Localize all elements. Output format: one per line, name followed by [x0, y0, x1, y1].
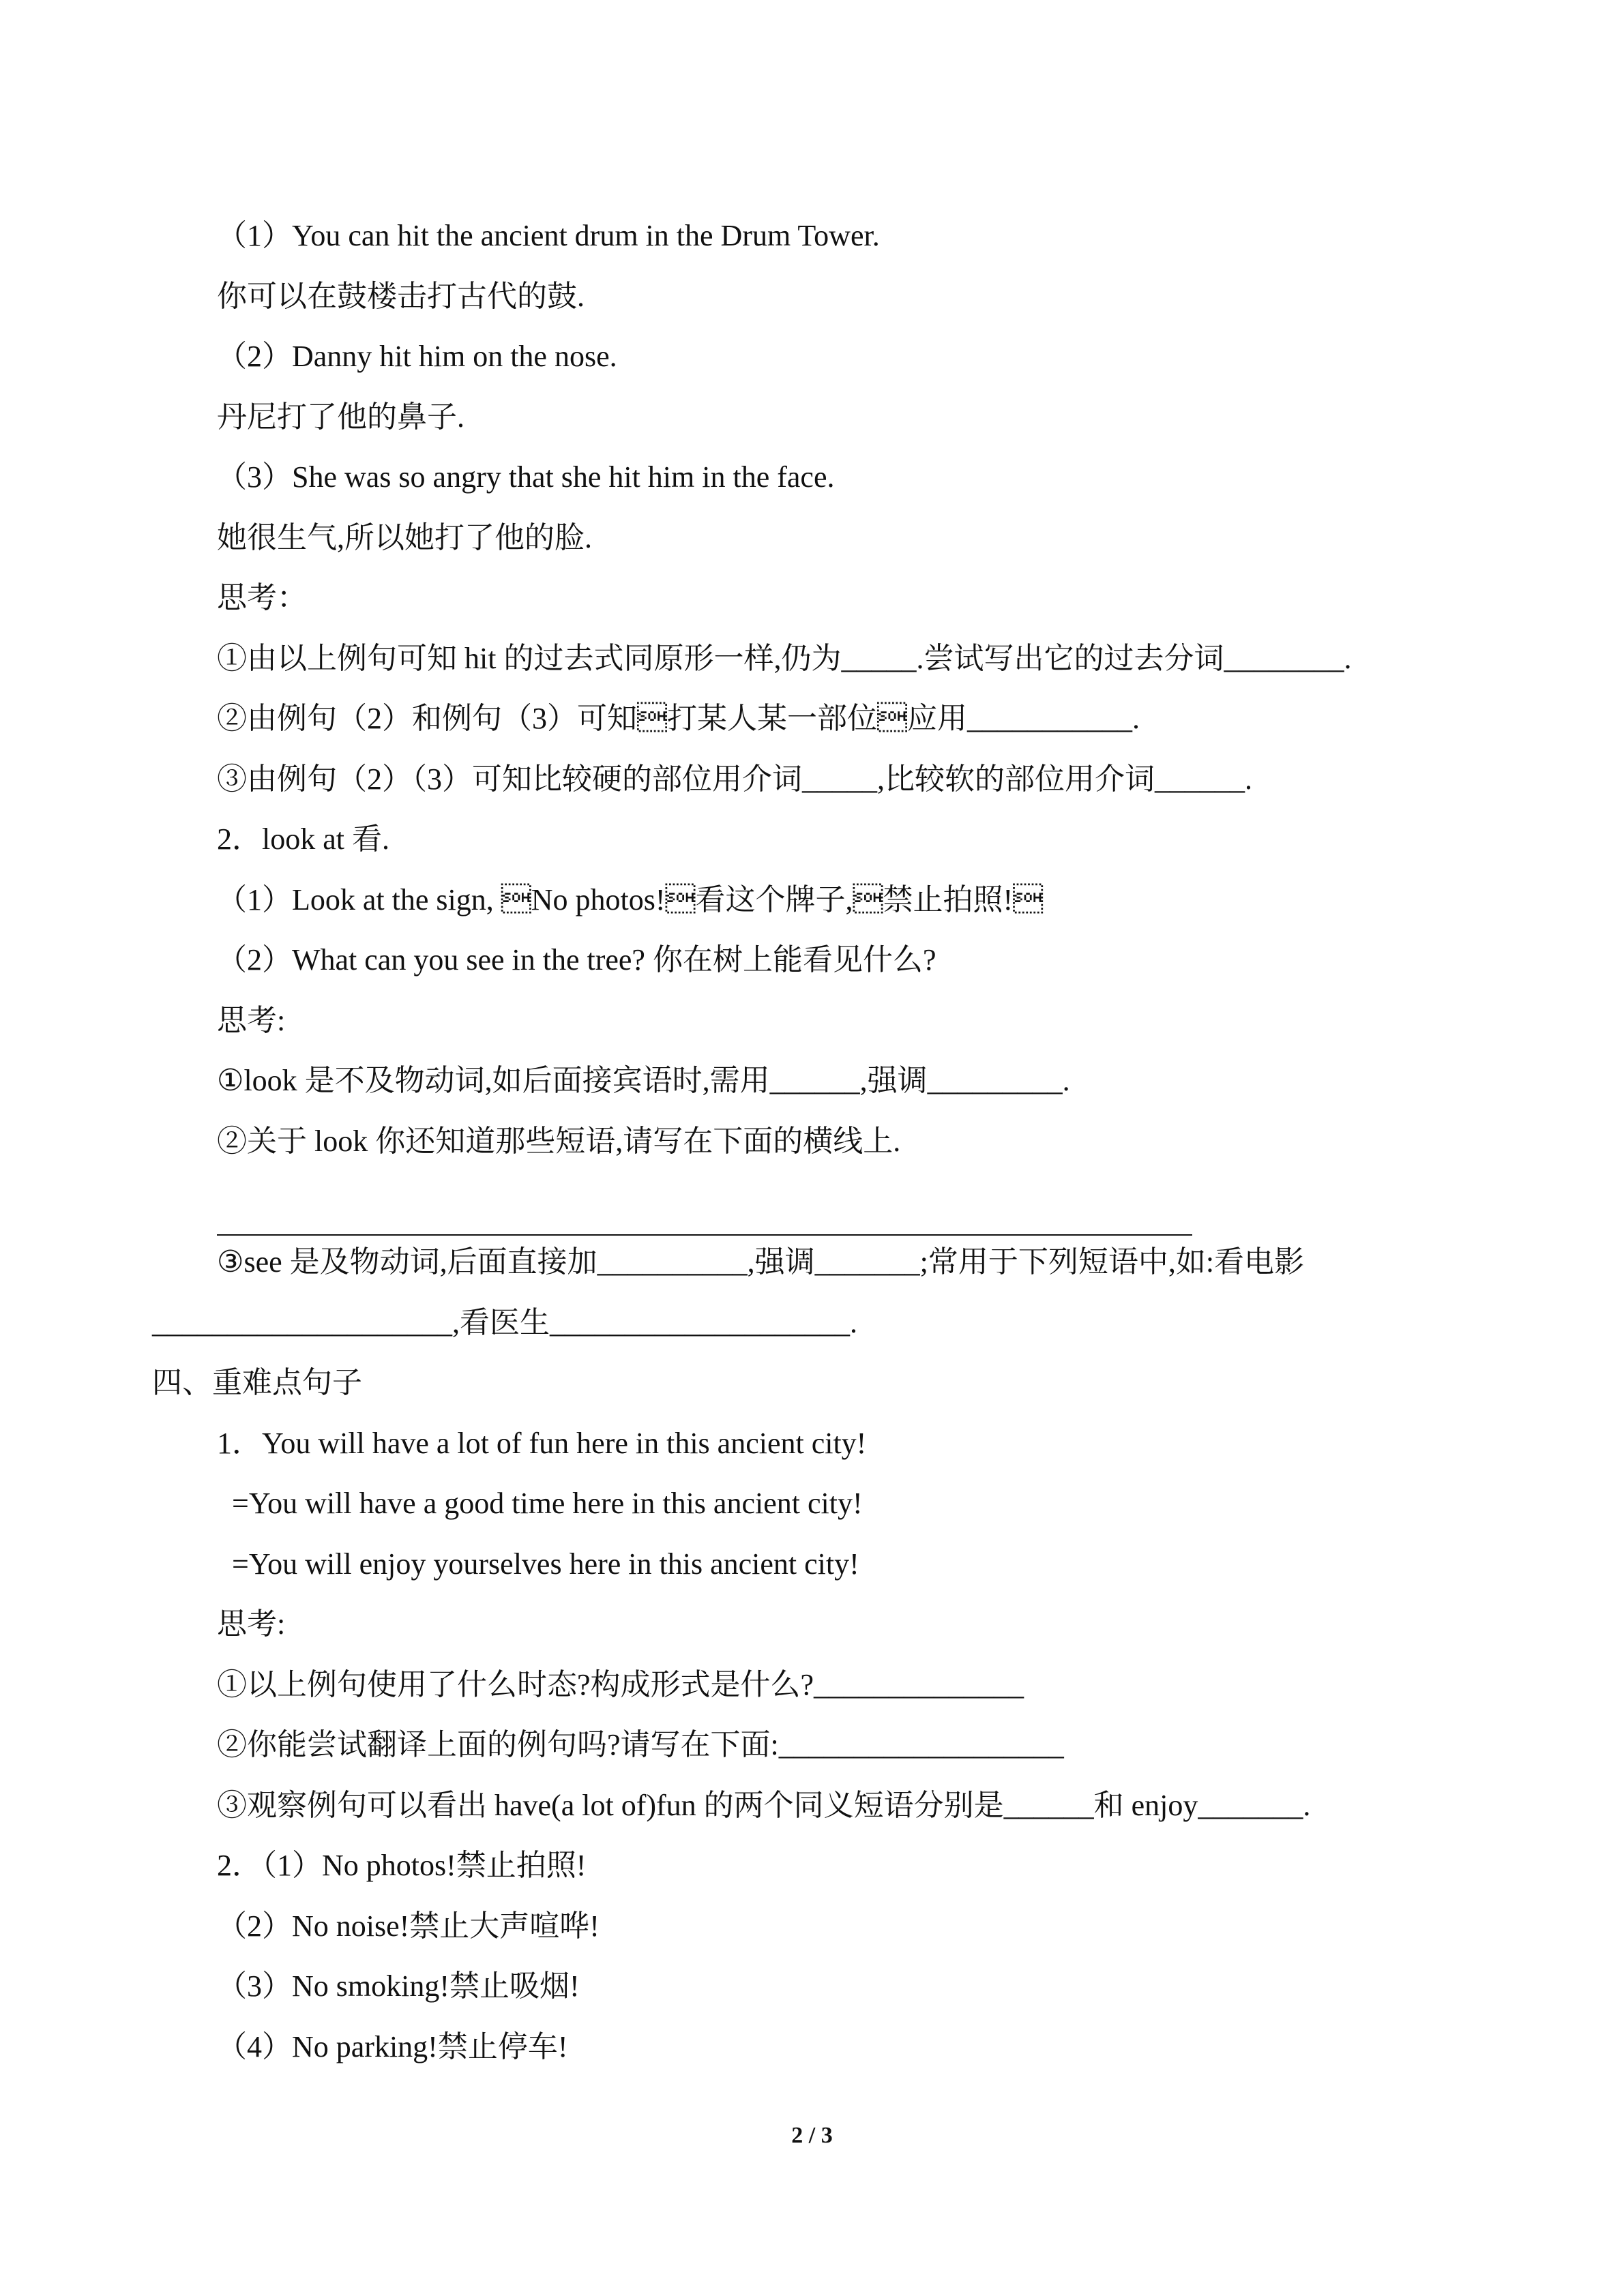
- question-see-transitive: ③see 是及物动词,后面直接加__________,强调_______;常用于下列短语中,如:看电影: [217, 1245, 1305, 1279]
- think-heading-1: 思考：: [217, 581, 307, 614]
- look-at-example-1: （1）Look at the sign, No photos!看这个牌子,禁止拍照!: [217, 883, 1044, 916]
- question-hit-past-tense: ①由以上例句可知 hit 的过去式同原形一样,仍为_____.尝试写出它的过去分词________.: [217, 642, 1352, 675]
- item-look-at: 2．look at 看.: [217, 822, 389, 856]
- question-synonym-phrases: ③观察例句可以看出 have(a lot of)fun 的两个同义短语分别是______和 enjoy_______.: [217, 1789, 1311, 1822]
- example-sentence-2-zh: 丹尼打了他的鼻子.: [217, 400, 464, 434]
- question-look-intransitive: ①look 是不及物动词,如后面接宾语时,需用______,强调_________.: [217, 1064, 1070, 1097]
- key-sentence-1: 1．You will have a lot of fun here in this ancient city!: [217, 1427, 867, 1460]
- sign-no-noise: （2）No noise!禁止大声喧哗!: [217, 1909, 600, 1943]
- key-sentence-1-variant-b: =You will enjoy yourselves here in this ancient city!: [232, 1547, 859, 1581]
- page-number: 2 / 3: [791, 2123, 833, 2148]
- question-tense: ①以上例句使用了什么时态?构成形式是什么?______________: [217, 1668, 1024, 1701]
- think-heading-3: 思考:: [217, 1607, 286, 1641]
- example-sentence-3-zh: 她很生气,所以她打了他的脸.: [217, 521, 592, 554]
- example-sentence-3-en: （3）She was so angry that she hit him in the face.: [217, 460, 835, 494]
- question-hit-preposition: ③由例句（2）（3）可知比较硬的部位用介词_____,比较软的部位用介词______.: [217, 762, 1252, 796]
- answer-line: [217, 1234, 1192, 1236]
- question-hit-body-part: ②由例句（2）和例句（3）可知打某人某一部位应用___________.: [217, 702, 1140, 735]
- example-sentence-2-en: （2）Danny hit him on the nose.: [217, 340, 617, 373]
- question-look-phrases: ②关于 look 你还知道那些短语,请写在下面的横线上.: [217, 1124, 901, 1158]
- look-at-example-2: （2）What can you see in the tree? 你在树上能看见什么?: [217, 943, 936, 976]
- sign-no-parking: （4）No parking!禁止停车!: [217, 2030, 568, 2063]
- think-heading-2: 思考:: [217, 1004, 286, 1037]
- sign-no-smoking: （3）No smoking!禁止吸烟!: [217, 1969, 580, 2003]
- question-see-phrases: ____________________,看医生____________________.: [152, 1306, 857, 1339]
- example-sentence-1-zh: 你可以在鼓楼击打古代的鼓.: [217, 280, 585, 313]
- example-sentence-1-en: （1）You can hit the ancient drum in the Drum Tower.: [217, 219, 880, 252]
- sign-no-photos: 2．（1）No photos!禁止拍照!: [217, 1849, 587, 1882]
- section-heading-key-sentences: 四、重难点句子: [152, 1366, 362, 1399]
- question-translate: ②你能尝试翻译上面的例句吗?请写在下面:___________________: [217, 1728, 1064, 1761]
- key-sentence-1-variant-a: =You will have a good time here in this ancient city!: [232, 1487, 863, 1520]
